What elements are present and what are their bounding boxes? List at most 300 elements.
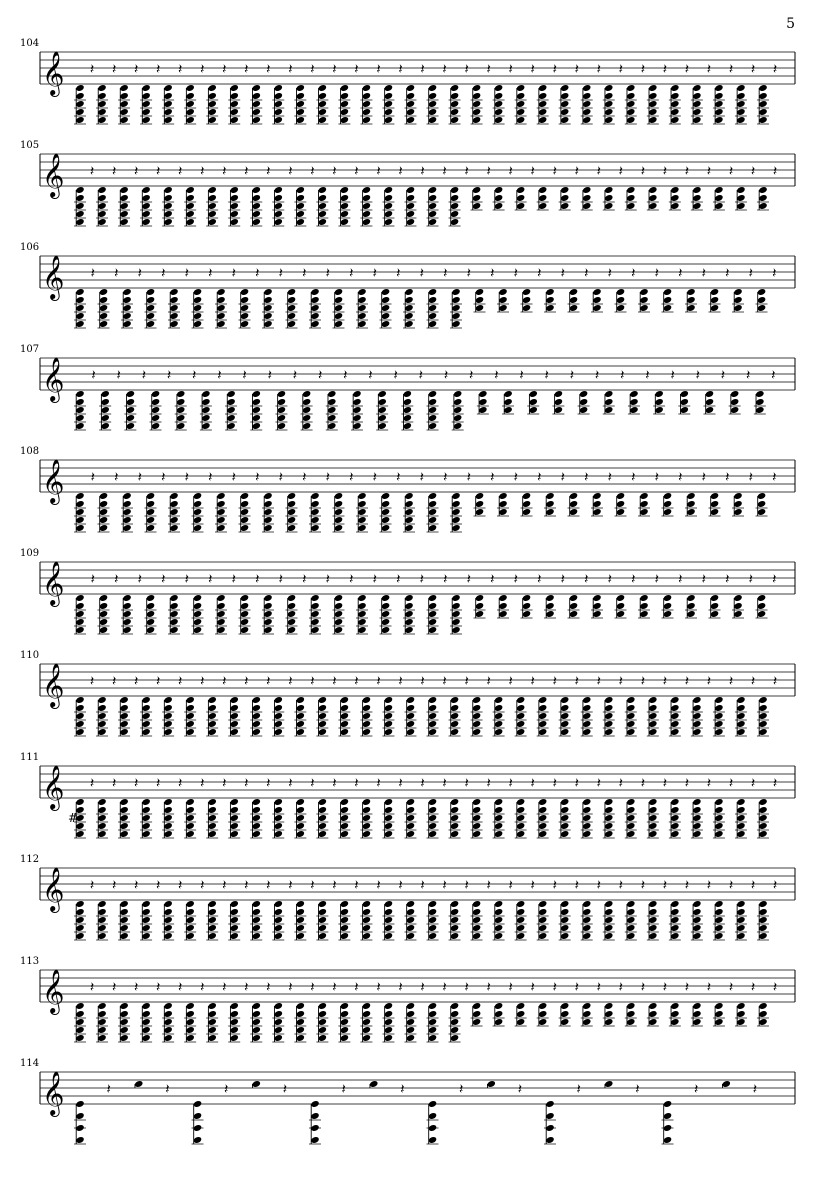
chord: [215, 572, 236, 634]
notehead: [334, 312, 343, 320]
quarter-rest-icon: 𝄽: [317, 367, 323, 384]
notehead: [670, 92, 679, 100]
quarter-rest-icon: 𝄽: [725, 571, 730, 588]
notehead: [362, 932, 371, 940]
chord: [691, 164, 711, 210]
notehead: [404, 492, 413, 500]
notehead: [639, 492, 648, 500]
chord: [450, 266, 471, 328]
notehead: [494, 900, 503, 908]
notehead: [498, 304, 507, 312]
quarter-rest-icon: 𝄽: [645, 367, 650, 384]
treble-clef-icon: 𝄞: [42, 459, 65, 503]
measure-number: 108: [20, 446, 40, 457]
notehead: [663, 500, 672, 508]
notehead: [736, 108, 745, 116]
notehead: [146, 304, 155, 312]
notehead: [75, 908, 84, 916]
notehead: [185, 822, 194, 830]
notehead: [163, 116, 172, 124]
notehead: [692, 116, 701, 124]
notehead: [75, 84, 84, 92]
notehead: [230, 1010, 239, 1018]
notehead: [758, 92, 767, 100]
quarter-rest-icon: 𝄽: [89, 877, 95, 894]
quarter-rest-icon: 𝄽: [332, 163, 337, 180]
quarter-rest-icon: 𝄽: [772, 877, 778, 894]
notehead: [686, 304, 695, 312]
quarter-rest-icon: 𝄽: [725, 265, 730, 282]
notehead: [310, 304, 319, 312]
quarter-rest-icon: 𝄽: [750, 877, 756, 894]
system-108: [0, 446, 835, 546]
quarter-rest-icon: 𝄽: [133, 877, 139, 894]
notehead: [97, 1002, 106, 1010]
notehead: [357, 508, 366, 516]
notehead: [545, 288, 554, 296]
notehead: [428, 626, 437, 634]
measure-number: 113: [20, 956, 40, 967]
notehead: [758, 720, 767, 728]
notehead: [498, 508, 507, 516]
quarter-rest-icon: 𝄽: [517, 1081, 522, 1098]
notehead: [538, 916, 547, 924]
notehead: [472, 84, 481, 92]
notehead: [538, 720, 547, 728]
notehead: [230, 932, 239, 940]
notehead: [207, 728, 216, 736]
notehead: [185, 218, 194, 226]
quarter-rest-icon: 𝄽: [552, 673, 557, 690]
notehead: [450, 210, 459, 218]
notehead: [163, 720, 172, 728]
quarter-rest-icon: 𝄽: [133, 979, 139, 996]
chord: [647, 878, 667, 940]
notehead: [406, 1034, 415, 1042]
quarter-rest-icon: 𝄽: [419, 571, 424, 588]
notehead: [119, 720, 128, 728]
quarter-rest-icon: 𝄽: [178, 163, 183, 180]
notehead: [498, 594, 507, 602]
notehead: [327, 406, 336, 414]
measure-number: 104: [20, 38, 40, 49]
quarter-rest-icon: 𝄽: [156, 61, 161, 78]
notehead: [538, 830, 547, 838]
notehead: [216, 500, 225, 508]
chord: [493, 776, 513, 838]
notehead: [334, 618, 343, 626]
chord: [477, 368, 499, 414]
chord: [200, 368, 222, 430]
notehead: [287, 602, 296, 610]
notehead: [450, 704, 459, 712]
notehead: [274, 908, 283, 916]
quarter-rest-icon: 𝄽: [569, 367, 575, 384]
notehead: [230, 806, 239, 814]
notehead: [357, 500, 366, 508]
notehead: [362, 1010, 371, 1018]
notehead: [163, 1010, 172, 1018]
chord: [625, 980, 645, 1026]
notehead: [252, 720, 261, 728]
quarter-rest-icon: 𝄽: [310, 61, 315, 78]
notehead: [516, 822, 525, 830]
notehead: [428, 1136, 437, 1144]
notehead: [758, 1018, 767, 1026]
chord: [638, 470, 659, 516]
chord: [544, 1082, 581, 1144]
notehead: [472, 202, 481, 210]
notehead: [362, 704, 371, 712]
chord: [544, 470, 565, 516]
notehead: [406, 932, 415, 940]
notehead: [97, 1034, 106, 1042]
notehead: [648, 1002, 657, 1010]
quarter-rest-icon: 𝄽: [584, 469, 589, 486]
notehead: [710, 500, 719, 508]
notehead: [692, 1010, 701, 1018]
chord: [206, 674, 226, 736]
notehead: [169, 626, 178, 634]
notehead: [230, 924, 239, 932]
notehead: [318, 696, 327, 704]
notehead: [334, 288, 343, 296]
chord: [309, 1082, 346, 1144]
notehead: [381, 626, 390, 634]
notehead: [714, 798, 723, 806]
notehead: [648, 712, 657, 720]
notehead: [616, 508, 625, 516]
notehead: [582, 932, 591, 940]
notehead: [475, 500, 484, 508]
notehead: [287, 610, 296, 618]
chord: [404, 878, 424, 940]
quarter-rest-icon: 𝄽: [772, 265, 777, 282]
notehead: [252, 390, 261, 398]
notehead: [516, 108, 525, 116]
quarter-rest-icon: 𝄽: [618, 163, 623, 180]
chord: [121, 266, 142, 328]
notehead: [406, 1026, 415, 1034]
notehead: [216, 610, 225, 618]
notehead: [384, 108, 393, 116]
notehead: [560, 1010, 569, 1018]
notehead: [252, 422, 261, 430]
notehead: [357, 524, 366, 532]
notehead: [692, 822, 701, 830]
notehead: [169, 304, 178, 312]
notehead: [318, 92, 327, 100]
notehead: [97, 900, 106, 908]
notehead: [428, 1018, 437, 1026]
chord: [625, 164, 645, 210]
notehead: [352, 406, 361, 414]
notehead: [296, 1002, 305, 1010]
notehead: [450, 696, 459, 704]
notehead: [193, 618, 202, 626]
chord: [427, 368, 449, 430]
notehead: [119, 1034, 128, 1042]
notehead: [626, 814, 635, 822]
quarter-rest-icon: 𝄽: [772, 469, 777, 486]
notehead: [428, 108, 437, 116]
notehead: [163, 798, 172, 806]
chord: [206, 776, 226, 838]
chord: [403, 470, 424, 532]
notehead: [714, 720, 723, 728]
notehead: [560, 798, 569, 806]
notehead: [616, 594, 625, 602]
chord: [326, 368, 348, 430]
notehead: [472, 186, 481, 194]
notehead: [498, 296, 507, 304]
notehead: [226, 414, 235, 422]
notehead: [528, 406, 537, 414]
notehead: [296, 210, 305, 218]
chord: [537, 62, 557, 124]
notehead: [141, 1026, 150, 1034]
notehead: [494, 100, 503, 108]
notehead: [494, 116, 503, 124]
notehead: [274, 186, 283, 194]
notehead: [362, 210, 371, 218]
notehead: [730, 406, 739, 414]
notehead: [252, 108, 261, 116]
system-112: [0, 854, 835, 954]
notehead: [75, 390, 84, 398]
notehead: [216, 296, 225, 304]
notehead: [663, 1100, 672, 1108]
chord: [239, 470, 260, 532]
notehead: [296, 1034, 305, 1042]
system-106: [0, 242, 835, 342]
notehead: [604, 932, 613, 940]
chord: [124, 368, 146, 430]
quarter-rest-icon: 𝄽: [231, 265, 236, 282]
notehead: [710, 296, 719, 304]
notehead: [686, 594, 695, 602]
quarter-rest-icon: 𝄽: [325, 469, 330, 486]
notehead: [318, 728, 327, 736]
notehead: [185, 924, 194, 932]
notehead: [193, 516, 202, 524]
chord: [603, 980, 623, 1026]
chord: [493, 878, 513, 940]
notehead: [654, 390, 663, 398]
chord: [615, 470, 636, 516]
chord: [74, 266, 95, 328]
notehead: [472, 932, 481, 940]
quarter-rest-icon: 𝄽: [231, 469, 236, 486]
notehead: [207, 1002, 216, 1010]
chord: [427, 266, 448, 328]
notehead: [296, 932, 305, 940]
notehead: [714, 194, 723, 202]
chord: [98, 266, 119, 328]
notehead: [75, 210, 84, 218]
notehead: [263, 602, 272, 610]
notehead: [310, 312, 319, 320]
chord: [301, 368, 323, 430]
notehead: [560, 720, 569, 728]
notehead: [185, 908, 194, 916]
notehead: [714, 202, 723, 210]
notehead: [207, 720, 216, 728]
notehead: [736, 822, 745, 830]
notehead: [450, 100, 459, 108]
notehead: [99, 288, 108, 296]
chord: [685, 266, 706, 312]
quarter-rest-icon: 𝄽: [494, 367, 499, 384]
notehead: [404, 500, 413, 508]
notehead: [384, 900, 393, 908]
measure-number: 111: [20, 752, 40, 763]
notehead: [569, 594, 578, 602]
notehead: [736, 704, 745, 712]
notehead: [122, 594, 131, 602]
notehead: [733, 500, 742, 508]
notehead: [528, 390, 537, 398]
notehead: [406, 728, 415, 736]
quarter-rest-icon: 𝄽: [771, 367, 776, 384]
notehead: [75, 508, 84, 516]
notehead: [758, 1002, 767, 1010]
notehead: [318, 202, 327, 210]
chord: [493, 62, 513, 124]
notehead: [122, 508, 131, 516]
notehead: [226, 398, 235, 406]
chord: [382, 674, 402, 736]
chord: [96, 776, 116, 838]
notehead: [274, 1026, 283, 1034]
notehead: [287, 524, 296, 532]
notehead: [616, 492, 625, 500]
notehead: [318, 814, 327, 822]
notehead: [758, 186, 767, 194]
notehead: [403, 390, 412, 398]
system-111: [0, 752, 835, 852]
notehead: [122, 296, 131, 304]
notehead: [522, 288, 531, 296]
notehead: [714, 84, 723, 92]
notehead: [450, 908, 459, 916]
chord: [497, 266, 518, 312]
notehead: [207, 1010, 216, 1018]
notehead: [758, 924, 767, 932]
chord: [228, 980, 248, 1042]
notehead: [340, 932, 349, 940]
quarter-rest-icon: 𝄽: [368, 367, 373, 384]
chord: [427, 980, 447, 1042]
chord: [168, 572, 189, 634]
quarter-rest-icon: 𝄽: [420, 877, 425, 894]
notehead: [163, 84, 172, 92]
quarter-rest-icon: 𝄽: [594, 367, 600, 384]
notehead: [252, 1018, 261, 1026]
notehead: [428, 296, 437, 304]
notehead: [494, 830, 503, 838]
quarter-rest-icon: 𝄽: [231, 571, 236, 588]
notehead: [263, 288, 272, 296]
notehead: [362, 696, 371, 704]
quarter-rest-icon: 𝄽: [89, 163, 95, 180]
notehead: [428, 288, 437, 296]
quarter-rest-icon: 𝄽: [552, 163, 557, 180]
quarter-rest-icon: 𝄽: [266, 61, 271, 78]
notehead: [340, 218, 349, 226]
notehead: [714, 704, 723, 712]
notehead: [428, 908, 437, 916]
chord: [140, 878, 160, 940]
notehead: [97, 186, 106, 194]
notehead: [151, 406, 160, 414]
chord: [275, 368, 297, 430]
notehead: [119, 186, 128, 194]
notehead: [352, 390, 361, 398]
notehead: [705, 398, 714, 406]
notehead: [75, 218, 84, 226]
chord: [735, 62, 755, 124]
notehead: [451, 296, 460, 304]
notehead: [327, 422, 336, 430]
notehead: [207, 92, 216, 100]
notehead: [569, 508, 578, 516]
notehead: [451, 626, 460, 634]
notehead: [122, 610, 131, 618]
quarter-rest-icon: 𝄽: [443, 571, 448, 588]
chord: [192, 470, 213, 532]
chord: [625, 674, 645, 736]
chord: [404, 62, 424, 124]
notehead: [560, 194, 569, 202]
notehead: [97, 806, 106, 814]
staff: [0, 752, 835, 852]
notehead: [318, 704, 327, 712]
notehead: [538, 822, 547, 830]
chord: [162, 980, 182, 1042]
notehead: [714, 924, 723, 932]
quarter-rest-icon: 𝄽: [486, 979, 491, 996]
notehead: [75, 116, 84, 124]
quarter-rest-icon: 𝄽: [208, 469, 213, 486]
notehead: [428, 398, 437, 406]
notehead: [362, 202, 371, 210]
notehead: [252, 398, 261, 406]
chord: [603, 368, 625, 414]
notehead: [100, 422, 109, 430]
notehead: [472, 194, 481, 202]
notehead: [663, 1136, 672, 1144]
quarter-rest-icon: 𝄽: [282, 1081, 287, 1098]
quarter-rest-icon: 𝄽: [640, 163, 645, 180]
notehead: [122, 524, 131, 532]
notehead: [100, 406, 109, 414]
notehead: [626, 830, 635, 838]
quarter-rest-icon: 𝄽: [200, 673, 205, 690]
notehead: [122, 304, 131, 312]
chord: [757, 878, 777, 940]
notehead: [758, 1010, 767, 1018]
chord: [262, 266, 283, 328]
notehead: [538, 806, 547, 814]
quarter-rest-icon: 𝄽: [349, 265, 354, 282]
notehead: [274, 900, 283, 908]
notehead: [75, 712, 84, 720]
notehead: [327, 398, 336, 406]
notehead: [582, 798, 591, 806]
notehead: [99, 524, 108, 532]
notehead: [357, 594, 366, 602]
